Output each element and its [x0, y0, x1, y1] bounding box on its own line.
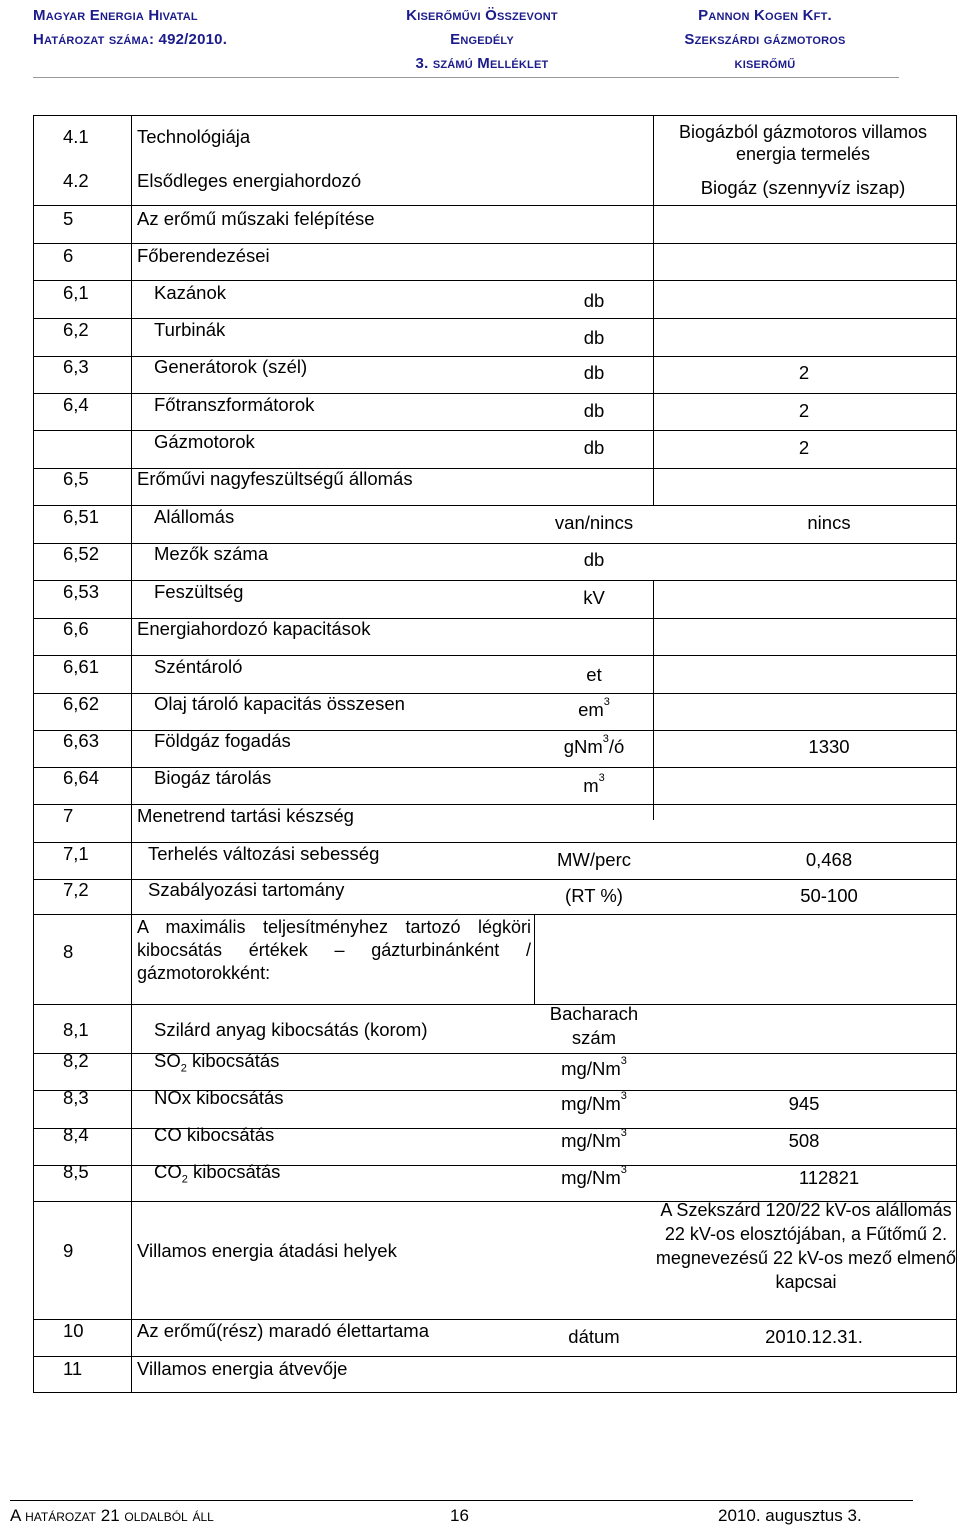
- row-divider: [34, 1356, 956, 1357]
- row-unit: [534, 733, 654, 758]
- row-number: 6,6: [63, 618, 89, 639]
- label-tail: kibocsátás: [187, 1161, 281, 1182]
- value-line: Biogázból gázmotoros villamos: [678, 122, 928, 142]
- row-value: 50-100: [800, 885, 858, 906]
- row-value: 1330: [808, 736, 850, 757]
- row-value: Biogáz (szennyvíz iszap): [700, 177, 906, 198]
- unit-tail: /ó: [608, 736, 625, 757]
- unit-superscript: 3: [602, 733, 609, 745]
- footer-date: 2010. augusztus 3.: [718, 1506, 862, 1525]
- unit-base: mg/Nm: [561, 1167, 621, 1188]
- row-number: 6,1: [63, 282, 89, 303]
- row-number: 7: [63, 805, 74, 826]
- footer-divider: [10, 1500, 913, 1501]
- unit-superscript: 3: [620, 1090, 627, 1102]
- row-number: 6,62: [63, 693, 100, 714]
- row-number: 6,52: [63, 543, 100, 564]
- row-number: 8,3: [63, 1087, 89, 1108]
- row-number: 6,64: [63, 767, 100, 788]
- row-unit: db: [583, 327, 605, 348]
- row-divider: [34, 205, 956, 206]
- row-unit: [534, 772, 654, 797]
- row-divider: [34, 243, 956, 244]
- footer-page-count: A határozat 21 oldalból áll: [10, 1506, 214, 1525]
- row-number: 7,1: [63, 843, 89, 864]
- row-unit: [534, 1055, 654, 1080]
- row-value: 508: [788, 1130, 820, 1151]
- decision-number: Határozat száma: 492/2010.: [33, 31, 228, 48]
- row-unit: db: [583, 290, 605, 311]
- row-label: Energiahordozó kapacitások: [137, 618, 371, 639]
- row-number: 5: [63, 208, 74, 229]
- row-number: 6,53: [63, 581, 100, 602]
- row-label: Szilárd anyag kibocsátás (korom): [154, 1019, 428, 1040]
- row-unit: [534, 696, 654, 721]
- row-number: 6,2: [63, 319, 89, 340]
- row-label: Főberendezései: [137, 245, 270, 266]
- unit-superscript: 3: [620, 1127, 627, 1139]
- row-number: 7,2: [63, 879, 89, 900]
- row-label: A maximális teljesítményhez tartozó légköri kibocsátás értékek – gázturbinánként / gázmotorokként:: [137, 917, 531, 983]
- row-unit: (RT %): [565, 885, 623, 906]
- row-unit: [534, 1127, 654, 1152]
- row-value: 2: [798, 437, 810, 458]
- annex-number: 3. számú Melléklet: [415, 55, 549, 72]
- row-value: 2: [798, 400, 810, 421]
- row-unit: et: [586, 664, 602, 685]
- row-number: 6: [63, 245, 74, 266]
- row-unit: dátum: [568, 1326, 620, 1347]
- header-divider: [33, 77, 899, 78]
- row-label: Villamos energia átadási helyek: [137, 1240, 397, 1261]
- row-unit: kV: [583, 587, 605, 608]
- row-number: 6,4: [63, 394, 89, 415]
- license-type: Kiserőművi Összevont: [406, 7, 558, 24]
- row-label: Terhelés változási sebesség: [148, 843, 380, 864]
- data-table: [33, 115, 957, 1393]
- row-unit: db: [583, 549, 605, 570]
- row-label: Mezők száma: [154, 543, 269, 564]
- row-label: [154, 1050, 279, 1075]
- footer-page-number: 16: [450, 1506, 469, 1525]
- unit-superscript: 3: [620, 1055, 627, 1067]
- unit-superscript: 3: [598, 772, 605, 784]
- row-number: 9: [63, 1240, 74, 1261]
- unit-base: mg/Nm: [561, 1058, 621, 1079]
- row-unit: [534, 1164, 654, 1189]
- row-label: Turbinák: [154, 319, 226, 340]
- unit-line: Bacharach: [549, 1003, 639, 1024]
- label-base: SO: [154, 1050, 181, 1071]
- plant-name: Szekszárdi gázmotoros: [684, 31, 846, 48]
- row-label: Menetrend tartási készség: [137, 805, 354, 826]
- unit-column-divider: [534, 914, 535, 1004]
- row-number: 8,2: [63, 1050, 89, 1071]
- row-value: 0,468: [805, 849, 853, 870]
- header-left: [33, 4, 227, 52]
- row-label: [154, 1161, 280, 1186]
- unit-base: gNm: [563, 736, 603, 757]
- row-number: 8: [63, 941, 74, 962]
- row-number: 8,1: [63, 1019, 89, 1040]
- row-unit: MW/perc: [557, 849, 631, 870]
- row-number: 4.1: [63, 126, 89, 147]
- row-divider: [34, 280, 956, 281]
- row-label: Főtranszformátorok: [154, 394, 315, 415]
- row-number: 6,3: [63, 356, 89, 377]
- row-label: Földgáz fogadás: [154, 730, 291, 751]
- row-label: Olaj tároló kapacitás összesen: [154, 693, 405, 714]
- row-value: A Szekszárd 120/22 kV-os alállomás 22 kV-os elosztójában, a Fűtőmű 2. megnevezésű 22 kV-os mező elmenő kapcsai: [655, 1200, 957, 1292]
- row-value: nincs: [807, 512, 851, 533]
- row-divider: [34, 1004, 956, 1005]
- row-unit: [534, 1090, 654, 1115]
- row-number: 8,4: [63, 1124, 89, 1145]
- row-label: Elsődleges energiahordozó: [137, 170, 362, 191]
- row-number: 11: [63, 1358, 83, 1379]
- unit-superscript: 3: [620, 1164, 627, 1176]
- row-divider: [34, 914, 956, 915]
- row-number: 8,5: [63, 1161, 89, 1182]
- unit-line: szám: [571, 1027, 617, 1048]
- header-right: [630, 4, 900, 76]
- row-label: Technológiája: [137, 126, 251, 147]
- unit-superscript: 3: [603, 696, 610, 708]
- unit-base: mg/Nm: [561, 1130, 621, 1151]
- row-number: 6,63: [63, 730, 100, 751]
- row-value: 2010.12.31.: [765, 1326, 863, 1347]
- row-label: CO kibocsátás: [154, 1124, 275, 1145]
- row-label: Szabályozási tartomány: [148, 879, 345, 900]
- row-unit: db: [583, 437, 605, 458]
- row-label: Az erőmű(rész) maradó élettartama: [137, 1320, 429, 1341]
- row-unit: van/nincs: [554, 512, 634, 533]
- label-base: CO: [154, 1161, 182, 1182]
- label-subscript: 2: [181, 1173, 188, 1186]
- row-label: Széntároló: [154, 656, 243, 677]
- unit-base: m: [583, 775, 599, 796]
- technology-value: [654, 121, 952, 165]
- row-value: 112821: [798, 1167, 860, 1188]
- unit-base: mg/Nm: [561, 1093, 621, 1114]
- row-number: 4.2: [63, 170, 89, 191]
- row-label: Generátorok (szél): [154, 356, 308, 377]
- value-line: energia termelés: [735, 144, 871, 164]
- row-label: NOx kibocsátás: [154, 1087, 284, 1108]
- unit-base: em: [578, 699, 604, 720]
- row-unit: db: [583, 362, 605, 383]
- row-unit: db: [583, 400, 605, 421]
- row-number: 6,5: [63, 468, 89, 489]
- row-label: Erőművi nagyfeszültségű állomás: [137, 468, 413, 489]
- row-label: Gázmotorok: [154, 431, 255, 452]
- row-number: 6,51: [63, 506, 100, 527]
- row-value: 2: [798, 362, 810, 383]
- row-label: Biogáz tárolás: [154, 767, 272, 788]
- row-number: 6,61: [63, 656, 100, 677]
- row-label: Alállomás: [154, 506, 235, 527]
- plant-type: kiserőmű: [734, 55, 796, 72]
- label-tail: kibocsátás: [186, 1050, 280, 1071]
- row-number: 10: [63, 1320, 84, 1341]
- license-type-2: Engedély: [450, 31, 514, 48]
- row-label: Az erőmű műszaki felépítése: [137, 208, 375, 229]
- header-middle: [370, 4, 594, 76]
- row-label: Kazánok: [154, 282, 226, 303]
- row-unit: [534, 1002, 654, 1050]
- authority-name: Magyar Energia Hivatal: [33, 7, 198, 24]
- company-name: Pannon Kogen Kft.: [698, 7, 832, 24]
- row-value: 945: [788, 1093, 820, 1114]
- row-label: Feszültség: [154, 581, 244, 602]
- label-subscript: 2: [180, 1062, 187, 1075]
- row-label: Villamos energia átvevője: [137, 1358, 348, 1379]
